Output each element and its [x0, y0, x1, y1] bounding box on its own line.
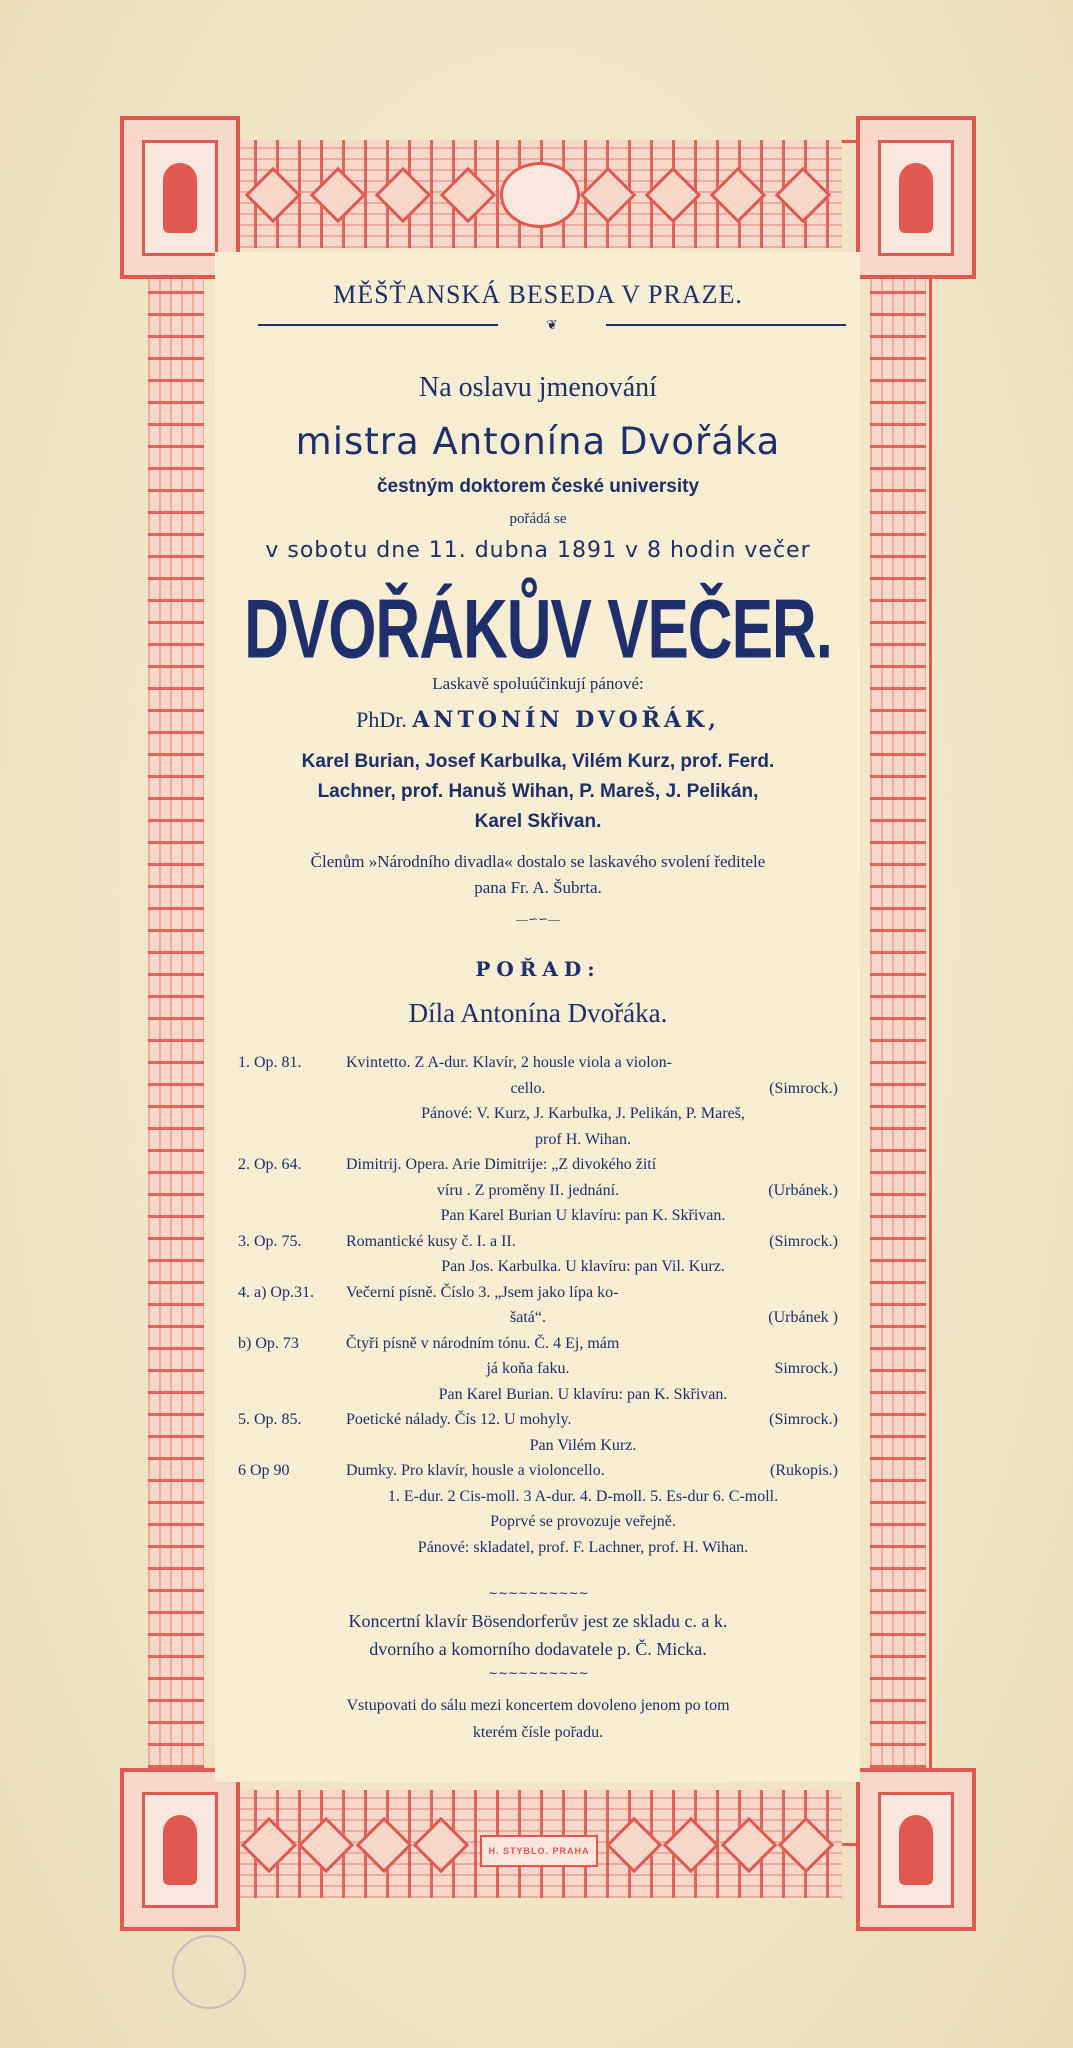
entry-note: [222, 1692, 854, 1746]
program-text: 1. E-dur. 2 Cis-moll. 3 A-dur. 4. D-moll. 5. Es-dur 6. C-moll.: [387, 1487, 779, 1505]
wavy-separator: ∼∼∼∼∼∼∼∼∼∼: [488, 1586, 589, 1600]
program-row: [238, 1101, 838, 1127]
diamond-ornament: [355, 1817, 412, 1874]
publisher: (Urbánek.): [768, 1181, 838, 1199]
main-performer: [222, 707, 854, 733]
diamond-ornament: [240, 1817, 297, 1874]
diamond-ornament: [244, 167, 301, 224]
program-row: [238, 1076, 838, 1102]
program-text: Dimitrij. Opera. Arie Dimitrije: „Z divokého žití: [346, 1156, 657, 1173]
program-text: Pan Jos. Karbulka. U klavíru: pan Vil. Kurz.: [441, 1258, 725, 1275]
diamond-ornament: [309, 167, 366, 224]
entry-note-line: Vstupovati do sálu mezi koncertem dovoleno jenom po tom: [346, 1697, 730, 1714]
diamond-ornament: [663, 1817, 720, 1874]
title-prefix: PhDr.: [356, 707, 407, 732]
flourish-icon: ❦: [546, 317, 558, 332]
program-text: víru . Z proměny II. jednání.: [436, 1181, 620, 1199]
program-row: [238, 1382, 838, 1408]
program-text: Pánové: skladatel, prof. F. Lachner, prof. H. Wihan.: [417, 1538, 749, 1556]
opus-number: 2. Op. 64.: [238, 1156, 302, 1173]
diamond-ornament: [709, 167, 766, 224]
program-text: Kvintetto. Z A-dur. Klavír, 2 housle viola a violon-: [346, 1054, 672, 1071]
publisher: Simrock.): [774, 1360, 838, 1377]
program-text: Poetické nálady. Čís 12. U mohyly.: [346, 1411, 572, 1428]
program-row: [238, 1254, 838, 1280]
theatre-note-line: Členům »Národního divadla« dostalo se laskavého svolení ředitele: [310, 852, 766, 871]
diamond-ornament: [774, 167, 831, 224]
diamond-ornament: [374, 167, 431, 224]
top-diamonds-right: [575, 170, 835, 220]
program-text: Pan Karel Burian U klavíru: pan K. Skřivan.: [440, 1207, 726, 1224]
program-row: [238, 1280, 838, 1306]
opus-number: 5. Op. 85.: [238, 1411, 302, 1428]
corner-ornament-bottom-left: [120, 1768, 240, 1931]
program-row: [238, 1127, 838, 1153]
program-row: [238, 1152, 838, 1178]
program-text: Pan Vilém Kurz.: [529, 1436, 637, 1454]
diamond-ornament: [644, 167, 701, 224]
program-list: [238, 1050, 838, 1560]
program-row: [238, 1331, 838, 1357]
diamond-ornament: [778, 1817, 835, 1874]
section-separator: —∽∽—: [515, 912, 561, 926]
swan-emblem-icon: [500, 162, 580, 228]
top-diamonds-left: [240, 170, 500, 220]
program-row: [238, 1178, 838, 1204]
program-row: [238, 1407, 838, 1433]
program-text: Dumky. Pro klavír, housle a violoncello.: [346, 1462, 605, 1479]
theatre-note-line: pana Fr. A. Šubrta.: [474, 878, 602, 897]
entry-note-line: kterém čísle pořadu.: [472, 1724, 604, 1741]
opus-number: 1. Op. 81.: [238, 1054, 302, 1071]
program-row: [238, 1305, 838, 1331]
publisher: (Rukopis.): [770, 1462, 838, 1479]
corner-ornament-bottom-right: [856, 1768, 976, 1931]
diamond-ornament: [298, 1817, 355, 1874]
program-text: šatá“.: [510, 1309, 546, 1326]
diamond-ornament: [605, 1817, 662, 1874]
opus-number: 3. Op. 75.: [238, 1232, 302, 1250]
program-subheading: Díla Antonína Dvořáka.: [408, 998, 668, 1028]
header-separator: [258, 318, 846, 332]
printer-mark: H. STYBLO. PRAHA: [480, 1835, 598, 1867]
date-line: v sobotu dne 11. dubna 1891 v 8 hodin večer: [265, 538, 811, 563]
event-title: DVOŘÁKŮV VEČER.: [244, 583, 832, 677]
main-performer-name: ANTONÍN DVOŘÁK,: [412, 707, 720, 733]
program-row: [238, 1484, 838, 1510]
stamp-circle-icon: [172, 1935, 246, 2009]
program-text: Večerní písně. Číslo 3. „Jsem jako lípa ko-: [346, 1283, 619, 1301]
program-text: Romantické kusy č. I. a II.: [346, 1232, 516, 1250]
program-row: [238, 1433, 838, 1459]
opus-number: 4. a) Op.31.: [238, 1283, 314, 1301]
performers-line: Karel Burian, Josef Karbulka, Vilém Kurz, prof. Ferd.: [301, 751, 775, 772]
program-row: [238, 1356, 838, 1382]
publisher: (Simrock.): [769, 1232, 838, 1250]
honoree-line: mistra Antonína Dvořáka: [295, 420, 781, 463]
performers-intro: Laskavě spoluúčinkují pánové:: [432, 674, 644, 693]
diamond-ornament: [579, 167, 636, 224]
allegorical-figure-icon: [163, 163, 197, 233]
program-text: Čtyři písně v národním tónu. Č. 4 Ej, mám: [346, 1334, 620, 1352]
diamond-ornament: [413, 1817, 470, 1874]
program-text: já koňa faku.: [486, 1360, 570, 1377]
bottom-diamonds-right: [605, 1820, 835, 1870]
program-heading: POŘAD:: [475, 957, 601, 981]
opus-number: 6 Op 90: [238, 1462, 290, 1479]
allegorical-figure-icon: [899, 1815, 933, 1885]
program-row: [238, 1535, 838, 1561]
bottom-diamonds-left: [240, 1820, 470, 1870]
organizes-line: pořádá se: [509, 511, 567, 527]
program-row: [238, 1050, 838, 1076]
piano-note-line: Koncertní klavír Bösendorferův jest ze skladu c. a k.: [348, 1611, 728, 1631]
diamond-ornament: [720, 1817, 777, 1874]
occasion-line: Na oslavu jmenování: [419, 372, 657, 403]
piano-note-line: dvorního a komorního dodavatele p. Č. Micka.: [369, 1639, 707, 1659]
opus-number: b) Op. 73: [238, 1334, 299, 1352]
publisher: (Simrock.): [769, 1079, 838, 1097]
program-row: [238, 1203, 838, 1229]
performers-list: [222, 747, 854, 837]
diamond-ornament: [439, 167, 496, 224]
program-text: cello.: [510, 1079, 546, 1097]
organization-name: MĚŠŤANSKÁ BESEDA V PRAZE.: [333, 280, 743, 309]
wavy-separator: ∼∼∼∼∼∼∼∼∼∼: [488, 1666, 589, 1680]
allegorical-figure-icon: [163, 1815, 197, 1885]
publisher: (Simrock.): [769, 1411, 838, 1428]
publisher: (Urbánek ): [768, 1309, 838, 1326]
program-text: Poprvé se provozuje veřejně.: [490, 1513, 676, 1530]
allegorical-figure-icon: [899, 163, 933, 233]
piano-note: [222, 1607, 854, 1663]
program-text: prof H. Wihan.: [535, 1130, 631, 1148]
archive-stamp: [22, 1935, 252, 2005]
theatre-note: [222, 849, 854, 901]
program-text: Pan Karel Burian. U klavíru: pan K. Skřivan.: [438, 1385, 728, 1403]
performers-line: Karel Skřivan.: [474, 811, 602, 832]
corner-ornament-top-right: [856, 116, 976, 279]
program-row: [238, 1509, 838, 1535]
honor-line: čestným doktorem české university: [376, 476, 700, 497]
program-text: Pánové: V. Kurz, J. Karbulka, J. Pelikán, P. Mareš,: [421, 1105, 745, 1122]
program-row: [238, 1458, 838, 1484]
frame-left-strip: [148, 250, 204, 1790]
performers-line: Lachner, prof. Hanuš Wihan, P. Mareš, J. Pelikán,: [317, 781, 759, 802]
program-row: [238, 1229, 838, 1255]
frame-right-strip: [870, 250, 926, 1790]
